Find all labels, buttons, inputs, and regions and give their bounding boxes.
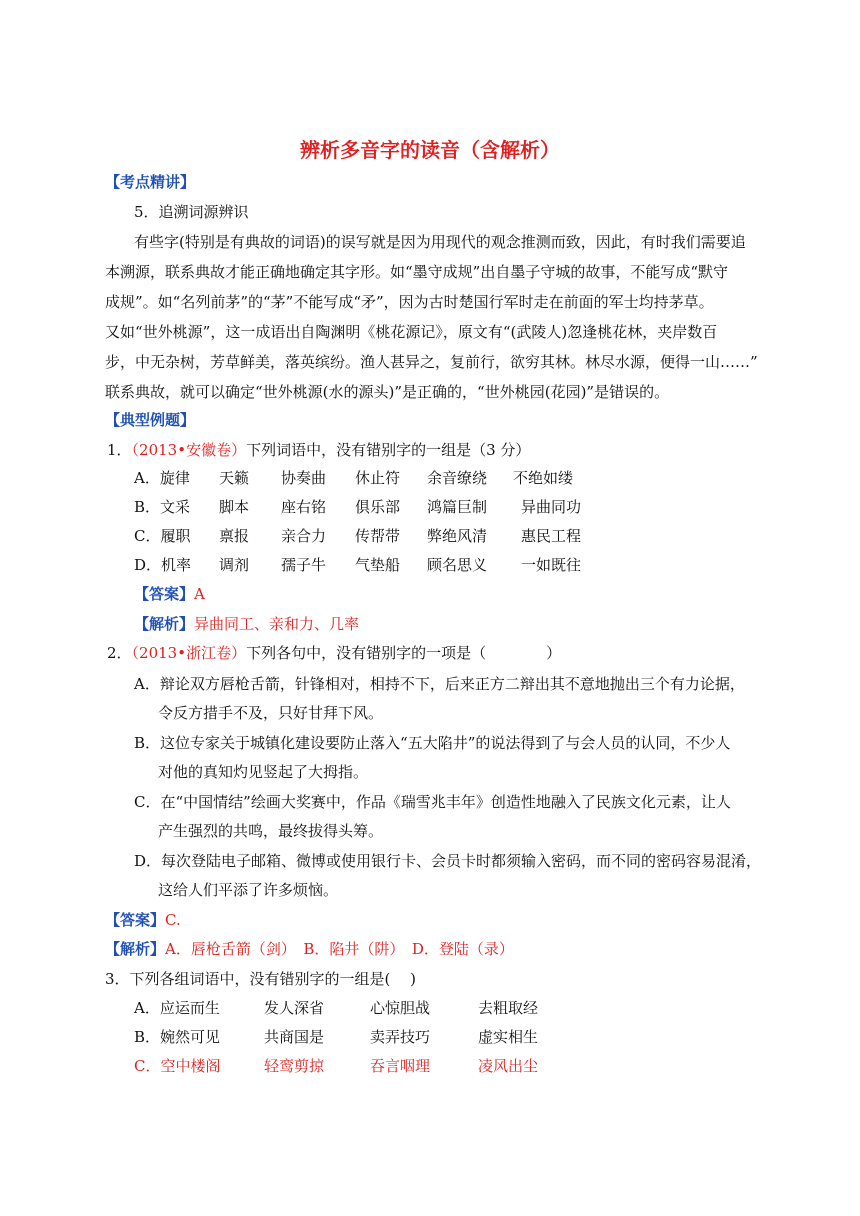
option-word: 座右铭 [281,498,327,516]
option-word: B．文采 [134,498,191,516]
page-title: 辨析多音字的读音（含解析） [300,138,560,162]
option-row [134,497,581,517]
section-heading-examples: 【典型例题】 [105,411,196,429]
option-b-cont: 对他的真知灼见竖起了大拇指。 [158,763,369,781]
option-word: 轻鸾剪掠 [264,1057,325,1075]
option-word: A．应运而生 [134,999,220,1017]
option-word: 凌风出尘 [478,1057,539,1075]
option-row [134,998,538,1018]
analysis-2 [105,939,514,959]
analysis-label: 【解析】 [105,940,166,958]
analysis-label: 【解析】 [134,615,195,633]
analysis-text: 异曲同工、亲和力、几率 [194,615,360,633]
answer-label: 【答案】 [134,585,195,603]
para-line: 有些字(特别是有典故的词语)的误写就是因为用现代的观念推测而致，因此，有时我们需要追 [134,233,746,251]
option-word: 休止符 [355,469,401,487]
option-row-correct [134,1056,538,1076]
option-word: B．婉然可见 [134,1028,221,1046]
para-line: 联系典故，就可以确定“世外桃源(水的源头)”是正确的，“世外桃园(花园)”是错误的。 [105,383,670,401]
option-row [134,526,581,546]
para-line: 本溯源，联系典故才能正确地确定其字形。如“墨守成规”出自墨子守城的故事，不能写成“默守 [105,263,729,281]
para-line: 步，中无杂树，芳草鲜美，落英缤纷。渔人甚异之，复前行，欲穷其林。林尽水源，便得一山……” [105,353,758,371]
option-word: C．空中楼阁 [134,1057,221,1075]
para-line: 又如“世外桃源”，这一成语出自陶渊明《桃花源记》，原文有“(武陵人)忽逢桃花林，夹岸数百 [105,323,718,341]
option-word: 禀报 [219,527,250,545]
option-row [134,468,573,488]
question-1 [107,440,530,460]
option-row [134,555,581,575]
option-word: 俱乐部 [355,498,401,516]
question-2 [107,643,561,663]
option-word: 调剂 [219,556,250,574]
option-c: C．在“中国情结”绘画大奖赛中，作品《瑞雪兆丰年》创造性地融入了民族文化元素，让人 [134,793,731,811]
question-3: 3．下列各组词语中，没有错别字的一组是( ) [105,970,417,988]
option-word: 孺子牛 [281,556,327,574]
option-word: 心惊胆战 [370,999,431,1017]
option-word: 异曲同功 [521,498,582,516]
option-word: 一如既往 [521,556,582,574]
option-word: 鸿篇巨制 [427,498,488,516]
option-word: 脚本 [219,498,250,516]
option-d-cont: 这给人们平添了许多烦恼。 [158,881,339,899]
option-a-cont: 令反方措手不及，只好甘拜下风。 [158,704,384,722]
option-b: B．这位专家关于城镇化建设要防止落入“五大陷井”的说法得到了与会人员的认同，不少人 [134,734,731,752]
subheading-5: 5．追溯词源辨识 [134,203,249,221]
option-c-cont: 产生强烈的共鸣，最终拔得头筹。 [158,822,384,840]
question-source: （2013•安徽卷） [131,441,247,459]
option-word: 余音缭绕 [427,469,488,487]
question-text: 下列各句中，没有错别字的一项是（ ） [246,644,562,662]
option-word: 协奏曲 [281,469,327,487]
para-line: 成规”。如“名列前茅”的“茅”不能写成“矛”，因为古时楚国行军时走在前面的军士均持茅草。 [105,293,714,311]
answer-value: A [194,585,205,603]
answer-label: 【答案】 [105,911,166,929]
answer-value: C. [165,911,181,929]
answer-1 [134,584,205,604]
option-word: A．旋律 [134,469,190,487]
question-source: （2013•浙江卷） [131,644,247,662]
option-word: 共商国是 [264,1028,325,1046]
option-word: 不绝如缕 [513,469,574,487]
option-word: 发人深省 [264,999,325,1017]
option-word: C．履职 [134,527,191,545]
answer-2 [105,910,181,930]
analysis-1 [134,614,359,634]
option-word: 顾名思义 [427,556,488,574]
section-heading-key-points: 【考点精讲】 [105,173,196,191]
option-word: 虚实相生 [478,1028,539,1046]
question-number: 2． [107,644,132,662]
option-word: 亲合力 [281,527,327,545]
option-d: D．每次登陆电子邮箱、微博或使用银行卡、会员卡时都须输入密码，而不同的密码容易混淆， [134,852,762,870]
option-a: A．辩论双方唇枪舌箭，针锋相对，相持不下，后来正方二辩出其不意地抛出三个有力论据， [134,675,745,693]
option-word: 去粗取经 [478,999,539,1017]
option-word: D．机率 [134,556,192,574]
option-word: 吞言咽理 [370,1057,431,1075]
option-word: 惠民工程 [521,527,582,545]
question-text: 下列词语中，没有错别字的一组是（3 分） [246,441,531,459]
option-word: 卖弄技巧 [370,1028,431,1046]
option-word: 弊绝风清 [427,527,488,545]
analysis-text: A．唇枪舌箭（剑） B．陷井（阱） D．登陆（录） [165,940,514,958]
option-word: 气垫船 [355,556,401,574]
option-word: 天籁 [219,469,250,487]
option-row [134,1027,538,1047]
option-word: 传帮带 [355,527,401,545]
question-number: 1． [107,441,132,459]
